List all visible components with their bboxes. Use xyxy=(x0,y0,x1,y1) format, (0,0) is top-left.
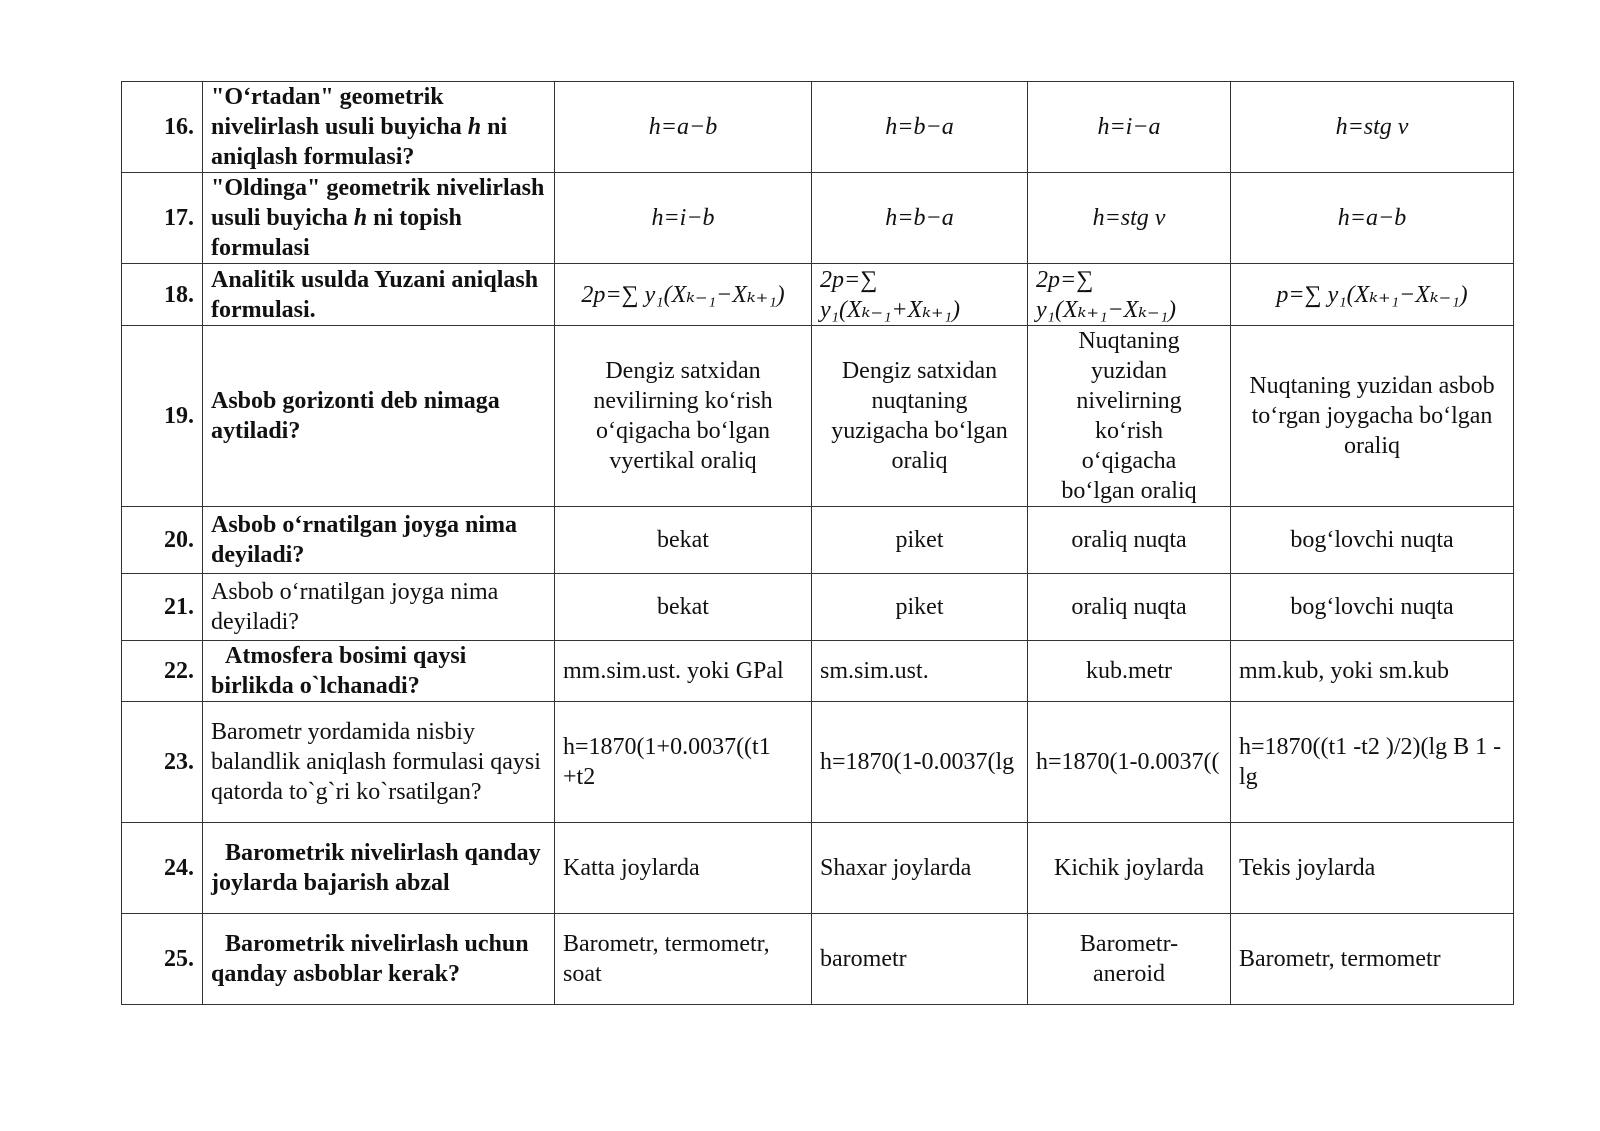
answer-a: h=1870(1+0.0037((t1 +t2 xyxy=(555,702,812,823)
answer-b: piket xyxy=(812,574,1028,641)
question-number: 17. xyxy=(122,173,203,264)
question-table xyxy=(121,81,1514,1005)
question-number: 16. xyxy=(122,82,203,173)
question-number: 20. xyxy=(122,507,203,574)
answer-b: sm.sim.ust. xyxy=(812,641,1028,702)
answer-c: Barometr-aneroid xyxy=(1028,914,1231,1005)
table-row xyxy=(122,641,1514,702)
answer-b: h=1870(1-0.0037(lg xyxy=(812,702,1028,823)
answer-c: h=1870(1-0.0037(( xyxy=(1028,702,1231,823)
answer-c: oraliq nuqta xyxy=(1028,507,1231,574)
answer-c: 2p=∑ y₁(Xₖ₊₁−Xₖ₋₁) xyxy=(1028,264,1231,326)
answer-c: h=stg v xyxy=(1028,173,1231,264)
question-text: Asbob gorizonti deb nimaga aytiladi? xyxy=(203,326,555,507)
question-text: Asbob o‘rnatilgan joyga nima deyiladi? xyxy=(203,507,555,574)
table-row xyxy=(122,914,1514,1005)
question-text: Barometrik nivelirlash qanday joylarda bajarish abzal xyxy=(203,823,555,914)
table-row xyxy=(122,823,1514,914)
question-text: "O‘rtadan" geometrik nivelirlash usuli buyicha h ni aniqlash formulasi? xyxy=(203,82,555,173)
answer-a: bekat xyxy=(555,574,812,641)
answer-a: bekat xyxy=(555,507,812,574)
answer-d: h=1870((t1 -t2 )/2)(lg B 1 - lg xyxy=(1231,702,1514,823)
question-number: 24. xyxy=(122,823,203,914)
answer-a: h=a−b xyxy=(555,82,812,173)
answer-b: Dengiz satxidan nuqtaning yuzigacha bo‘lgan oraliq xyxy=(812,326,1028,507)
question-text: Analitik usulda Yuzani aniqlash formulasi. xyxy=(203,264,555,326)
answer-d: mm.kub, yoki sm.kub xyxy=(1231,641,1514,702)
answer-c: kub.metr xyxy=(1028,641,1231,702)
table-row xyxy=(122,702,1514,823)
question-number: 19. xyxy=(122,326,203,507)
table-row xyxy=(122,507,1514,574)
answer-a: 2p=∑ y₁(Xₖ₋₁−Xₖ₊₁) xyxy=(555,264,812,326)
answer-b: 2p=∑ y₁(Xₖ₋₁+Xₖ₊₁) xyxy=(812,264,1028,326)
table-row xyxy=(122,264,1514,326)
answer-c: Kichik joylarda xyxy=(1028,823,1231,914)
table-row xyxy=(122,326,1514,507)
answer-d: Barometr, termometr xyxy=(1231,914,1514,1005)
question-text: Barometrik nivelirlash uchun qanday asboblar kerak? xyxy=(203,914,555,1005)
question-number: 23. xyxy=(122,702,203,823)
question-text: "Oldinga" geometrik nivelirlash usuli buyicha h ni topish formulasi xyxy=(203,173,555,264)
answer-b: h=b−a xyxy=(812,82,1028,173)
question-number: 22. xyxy=(122,641,203,702)
question-text: Barometr yordamida nisbiy balandlik aniqlash formulasi qaysi qatorda to`g`ri ko`rsatilgan? xyxy=(203,702,555,823)
table-row xyxy=(122,574,1514,641)
answer-d: Tekis joylarda xyxy=(1231,823,1514,914)
answer-c: h=i−a xyxy=(1028,82,1231,173)
table-row xyxy=(122,173,1514,264)
answer-c: oraliq nuqta xyxy=(1028,574,1231,641)
answer-d: bog‘lovchi nuqta xyxy=(1231,574,1514,641)
answer-a: Dengiz satxidan nevilirning ko‘rish o‘qigacha bo‘lgan vyertikal oraliq xyxy=(555,326,812,507)
answer-d: bog‘lovchi nuqta xyxy=(1231,507,1514,574)
answer-b: barometr xyxy=(812,914,1028,1005)
answer-b: Shaxar joylarda xyxy=(812,823,1028,914)
question-number: 18. xyxy=(122,264,203,326)
answer-a: Barometr, termometr, soat xyxy=(555,914,812,1005)
question-text: Asbob o‘rnatilgan joyga nima deyiladi? xyxy=(203,574,555,641)
answer-a: h=i−b xyxy=(555,173,812,264)
question-text: Atmosfera bosimi qaysi birlikda o`lchanadi? xyxy=(203,641,555,702)
answer-d: h=stg v xyxy=(1231,82,1514,173)
question-number: 25. xyxy=(122,914,203,1005)
answer-d: p=∑ y₁(Xₖ₊₁−Xₖ₋₁) xyxy=(1231,264,1514,326)
table-row xyxy=(122,82,1514,173)
answer-a: Katta joylarda xyxy=(555,823,812,914)
answer-c: Nuqtaning yuzidan nivelirning ko‘rish o‘qigacha bo‘lgan oraliq xyxy=(1028,326,1231,507)
question-number: 21. xyxy=(122,574,203,641)
answer-d: Nuqtaning yuzidan asbob to‘rgan joygacha bo‘lgan oraliq xyxy=(1231,326,1514,507)
answer-a: mm.sim.ust. yoki GPal xyxy=(555,641,812,702)
answer-d: h=a−b xyxy=(1231,173,1514,264)
answer-b: h=b−a xyxy=(812,173,1028,264)
answer-b: piket xyxy=(812,507,1028,574)
